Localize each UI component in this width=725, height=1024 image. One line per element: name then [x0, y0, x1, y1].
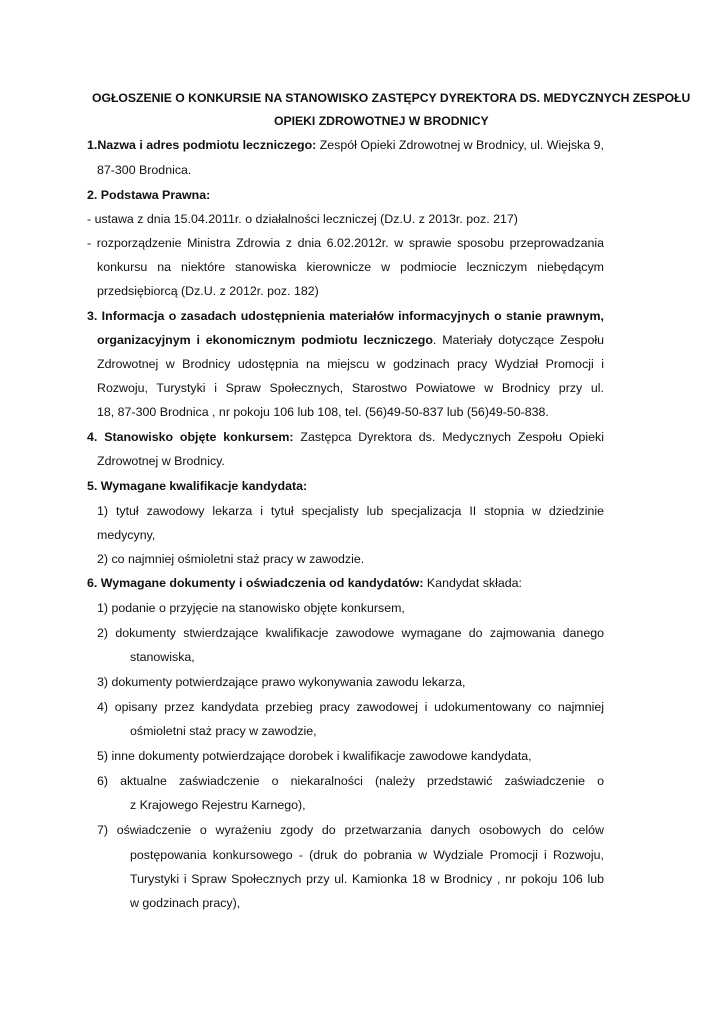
section-3-heading-line-2: organizacyjnym i ekonomicznym podmiotu leczniczego — [97, 333, 433, 347]
section-2-heading: 2. Podstawa Prawna: — [87, 188, 211, 202]
title-line-2: OPIEKI ZDROWOTNEJ W BRODNICY — [274, 114, 489, 128]
section-6-item-7-line-1: 7) oświadczenie o wyrażeniu zgody do przetwarzania danych osobowych do celów — [97, 823, 604, 837]
section-5-item-1-line-1: 1) tytuł zawodowy lekarza i tytuł specjalisty lub specjalizacja II stopnia w dziedzinie — [97, 504, 604, 518]
section-6-item-4-line-2: ośmioletni staż pracy w zawodzie, — [130, 724, 317, 738]
section-6-heading-line — [87, 575, 522, 591]
section-2-item-2-line-1: - rozporządzenie Ministra Zdrowia z dnia 6.02.2012r. w sprawie sposobu przeprowadzania — [87, 236, 604, 250]
section-3-text-line-4: Rozwoju, Turystyki i Spraw Społecznych, Starostwo Powiatowe w Brodnicy przy ul. — [97, 381, 604, 395]
title-line-1: OGŁOSZENIE O KONKURSIE NA STANOWISKO ZASTĘPCY DYREKTORA DS. MEDYCZNYCH ZESPOŁU — [92, 91, 691, 105]
section-4-text-line-1: Zastępca Dyrektora ds. Medycznych Zespołu Opieki — [293, 430, 604, 444]
section-6-item-2-line-1: 2) dokumenty stwierdzające kwalifikacje zawodowe wymagane do zajmowania danego — [97, 626, 604, 640]
section-1-line-1 — [87, 137, 607, 153]
section-6-item-2-line-2: stanowiska, — [130, 650, 195, 664]
section-6-item-4-line-1: 4) opisany przez kandydata przebieg pracy zawodowej i udokumentowany co najmniej — [97, 700, 604, 714]
section-1-address-cont: 87-300 Brodnica. — [97, 163, 192, 177]
section-2-item-2-line-3: przedsiębiorcą (Dz.U. z 2012r. poz. 182) — [97, 284, 319, 298]
section-6-intro: Kandydat składa: — [423, 576, 522, 590]
section-3-text-line-3: Zdrowotnej w Brodnicy udostępnia na miejscu w godzinach pracy Wydział Promocji i — [97, 357, 604, 371]
section-6-item-1: 1) podanie o przyjęcie na stanowisko objęte konkursem, — [97, 601, 405, 615]
section-5-item-1-line-2: medycyny, — [97, 528, 156, 542]
section-4-text-line-2: Zdrowotnej w Brodnicy. — [97, 454, 225, 468]
section-3-text-line-5: 18, 87-300 Brodnica , nr pokoju 106 lub 108, tel. (56)49-50-837 lub (56)49-50-838. — [97, 405, 549, 419]
section-4-line-1 — [87, 429, 604, 446]
section-3-heading-line-1: 3. Informacja o zasadach udostępnienia materiałów informacyjnych o stanie prawnym, — [87, 309, 604, 323]
section-6-item-7-line-3: Turystyki i Spraw Społecznych przy ul. Kamionka 18 w Brodnicy , nr pokoju 106 lub — [130, 872, 604, 886]
section-6-item-3: 3) dokumenty potwierdzające prawo wykonywania zawodu lekarza, — [97, 675, 466, 689]
section-2-item-1: - ustawa z dnia 15.04.2011r. o działalności leczniczej (Dz.U. z 2013r. poz. 217) — [87, 212, 518, 226]
section-3-line-2 — [97, 332, 604, 349]
section-1-text: Zespół Opieki Zdrowotnej w Brodnicy, ul. Wiejska 9, — [316, 138, 604, 152]
section-4-heading: 4. Stanowisko objęte konkursem: — [87, 430, 294, 444]
section-6-item-5: 5) inne dokumenty potwierdzające dorobek i kwalifikacje zawodowe kandydata, — [97, 749, 532, 763]
section-1-heading: 1.Nazwa i adres podmiotu leczniczego: — [87, 138, 317, 152]
section-5-item-2: 2) co najmniej ośmioletni staż pracy w zawodzie. — [97, 552, 365, 566]
section-6-item-6-line-2: z Krajowego Rejestru Karnego), — [130, 798, 306, 812]
section-6-item-7-line-2: postępowania konkursowego - (druk do pobrania w Wydziale Promocji i Rozwoju, — [130, 848, 604, 862]
section-6-item-7-line-4: w godzinach pracy), — [130, 896, 241, 910]
section-5-heading: 5. Wymagane kwalifikacje kandydata: — [87, 479, 308, 493]
section-3-text-line-2: . Materiały dotyczące Zespołu — [432, 333, 604, 347]
section-6-item-6-line-1: 6) aktualne zaświadczenie o niekaralności (należy przedstawić zaświadczenie o — [97, 774, 604, 788]
section-6-heading: 6. Wymagane dokumenty i oświadczenia od kandydatów: — [87, 576, 424, 590]
section-2-item-2-line-2: konkursu na niektóre stanowiska kierownicze w podmiocie leczniczym niebędącym — [97, 260, 604, 274]
